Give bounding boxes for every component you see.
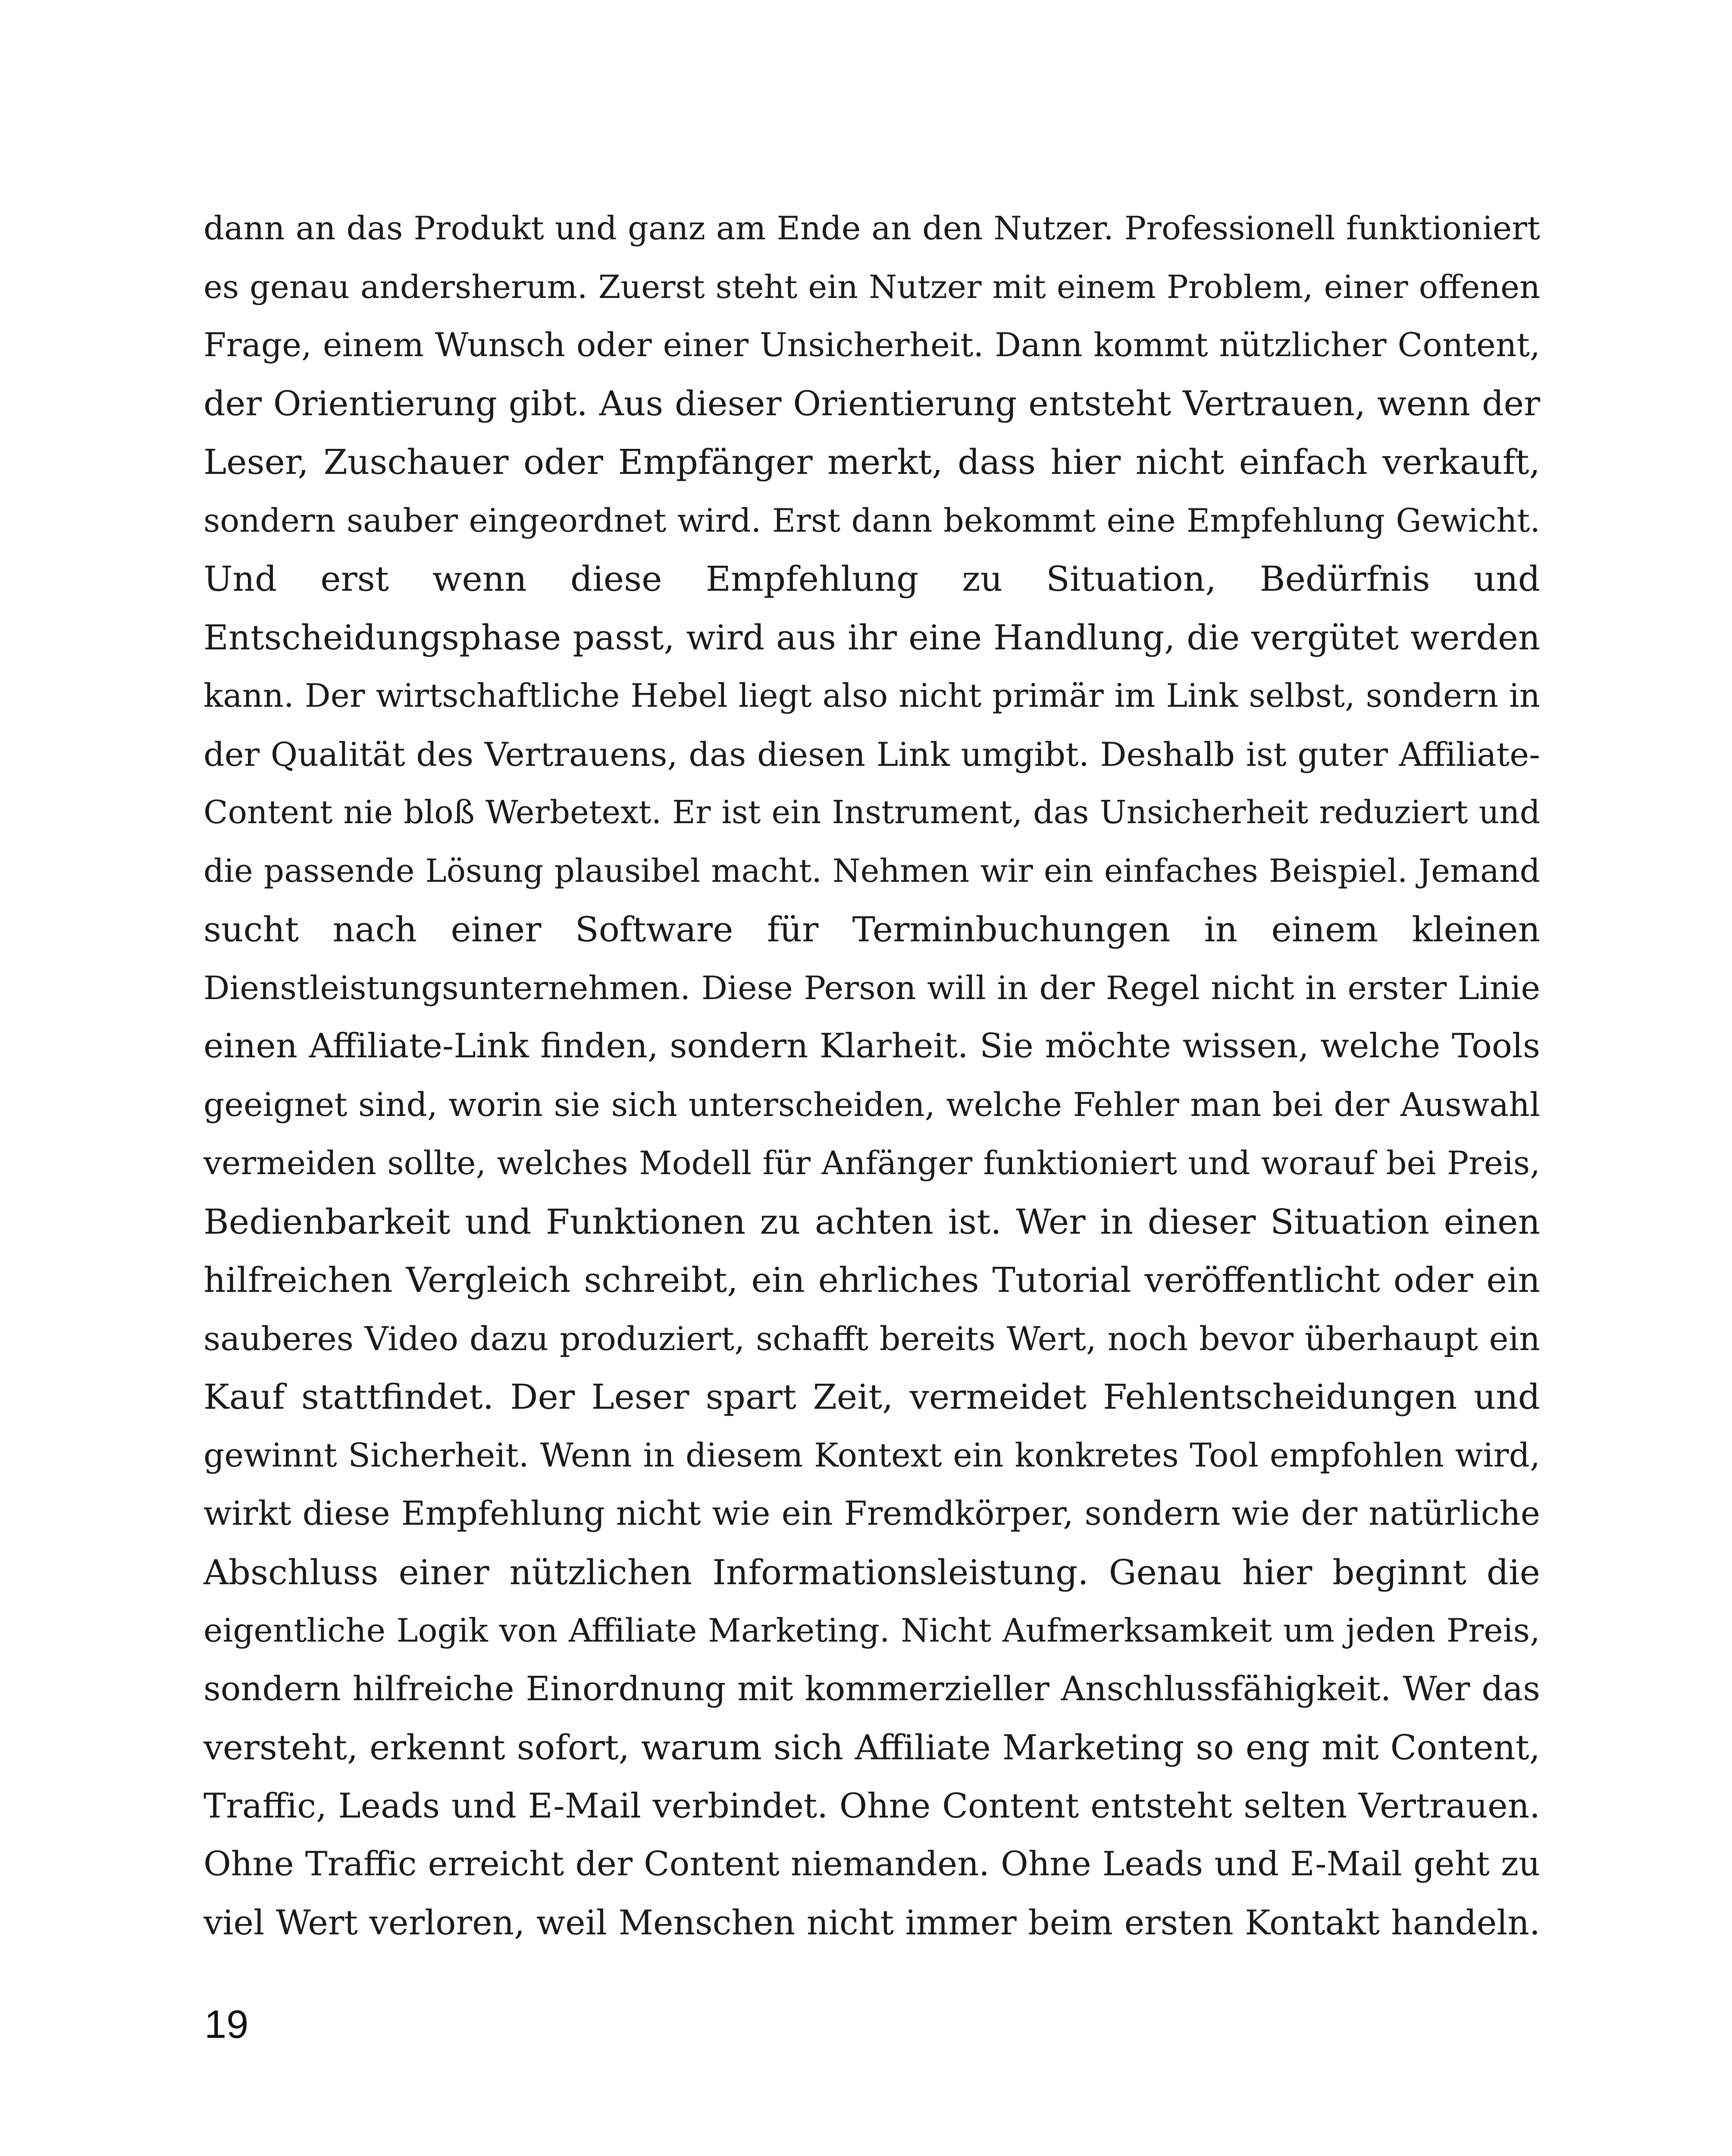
text-line-8: Entscheidungsphase passt, wird aus ihr eine Handlung, die vergütet werden bbox=[204, 617, 1540, 658]
body-paragraph bbox=[204, 199, 1540, 1952]
text-line-3: Frage, einem Wunsch oder einer Unsicherheit. Dann kommt nützlicher Content, bbox=[204, 326, 1540, 364]
text-line-12: die passende Lösung plausibel macht. Nehmen wir ein einfaches Beispiel. Jemand bbox=[204, 852, 1540, 890]
text-line-23: wirkt diese Empfehlung nicht wie ein Fremdkörper, sondern wie der natürliche bbox=[204, 1495, 1540, 1533]
text-line-18: Bedienbarkeit und Funktionen zu achten ist. Wer in dieser Situation einen bbox=[204, 1201, 1540, 1242]
text-line-26: sondern hilfreiche Einordnung mit kommerzieller Anschlussfähigkeit. Wer das bbox=[204, 1669, 1540, 1708]
text-line-6: sondern sauber eingeordnet wird. Erst dann bekommt eine Empfehlung Gewicht. bbox=[204, 501, 1540, 539]
text-line-14: Dienstleistungsunternehmen. Diese Person will in der Regel nicht in erster Linie bbox=[204, 968, 1540, 1007]
text-line-2: es genau andersherum. Zuerst steht ein Nutzer mit einem Problem, einer offenen bbox=[204, 268, 1540, 306]
text-line-13: sucht nach einer Software für Terminbuchungen in einem kleinen bbox=[204, 909, 1540, 950]
text-line-9: kann. Der wirtschaftliche Hebel liegt also nicht primär im Link selbst, sondern in bbox=[204, 677, 1540, 714]
text-line-22: gewinnt Sicherheit. Wenn in diesem Kontext ein konkretes Tool empfohlen wird, bbox=[204, 1436, 1540, 1474]
text-line-11: Content nie bloß Werbetext. Er ist ein Instrument, das Unsicherheit reduziert und bbox=[204, 794, 1540, 831]
text-line-4: der Orientierung gibt. Aus dieser Orientierung entsteht Vertrauen, wenn der bbox=[204, 383, 1540, 423]
text-line-17: vermeiden sollte, welches Modell für Anfänger funktioniert und worauf bei Preis, bbox=[204, 1144, 1540, 1182]
text-line-10: der Qualität des Vertrauens, das diesen Link umgibt. Deshalb ist guter Affiliate- bbox=[204, 735, 1540, 774]
text-line-28: Traffic, Leads und E-Mail verbindet. Ohne Content entsteht selten Vertrauen. bbox=[204, 1786, 1540, 1826]
text-line-24: Abschluss einer nützlichen Informationsleistung. Genau hier beginnt die bbox=[204, 1552, 1540, 1592]
text-line-21: Kauf stattfindet. Der Leser spart Zeit, vermeidet Fehlentscheidungen und bbox=[204, 1377, 1540, 1417]
text-line-19: hilfreichen Vergleich schreibt, ein ehrliches Tutorial veröffentlicht oder ein bbox=[204, 1260, 1540, 1300]
text-line-5: Leser, Zuschauer oder Empfänger merkt, dass hier nicht einfach verkauft, bbox=[204, 442, 1540, 482]
text-line-30: viel Wert verloren, weil Menschen nicht immer beim ersten Kontakt handeln. bbox=[204, 1902, 1540, 1943]
text-line-20: sauberes Video dazu produziert, schafft bereits Wert, noch bevor überhaupt ein bbox=[204, 1319, 1540, 1358]
text-line-25: eigentliche Logik von Affiliate Marketing. Nicht Aufmerksamkeit um jeden Preis, bbox=[204, 1611, 1540, 1649]
page-number: 19 bbox=[204, 2002, 249, 2046]
text-line-1: dann an das Produkt und ganz am Ende an den Nutzer. Professionell funktioniert bbox=[204, 210, 1540, 247]
text-line-7: Und erst wenn diese Empfehlung zu Situation, Bedürfnis und bbox=[204, 559, 1540, 599]
text-line-15: einen Affiliate-Link finden, sondern Klarheit. Sie möchte wissen, welche Tools bbox=[204, 1027, 1540, 1065]
text-line-16: geeignet sind, worin sie sich unterscheiden, welche Fehler man bei der Auswahl bbox=[204, 1085, 1540, 1124]
text-line-27: versteht, erkennt sofort, warum sich Affiliate Marketing so eng mit Content, bbox=[204, 1727, 1540, 1767]
text-line-29: Ohne Traffic erreicht der Content niemanden. Ohne Leads und E-Mail geht zu bbox=[204, 1845, 1540, 1883]
